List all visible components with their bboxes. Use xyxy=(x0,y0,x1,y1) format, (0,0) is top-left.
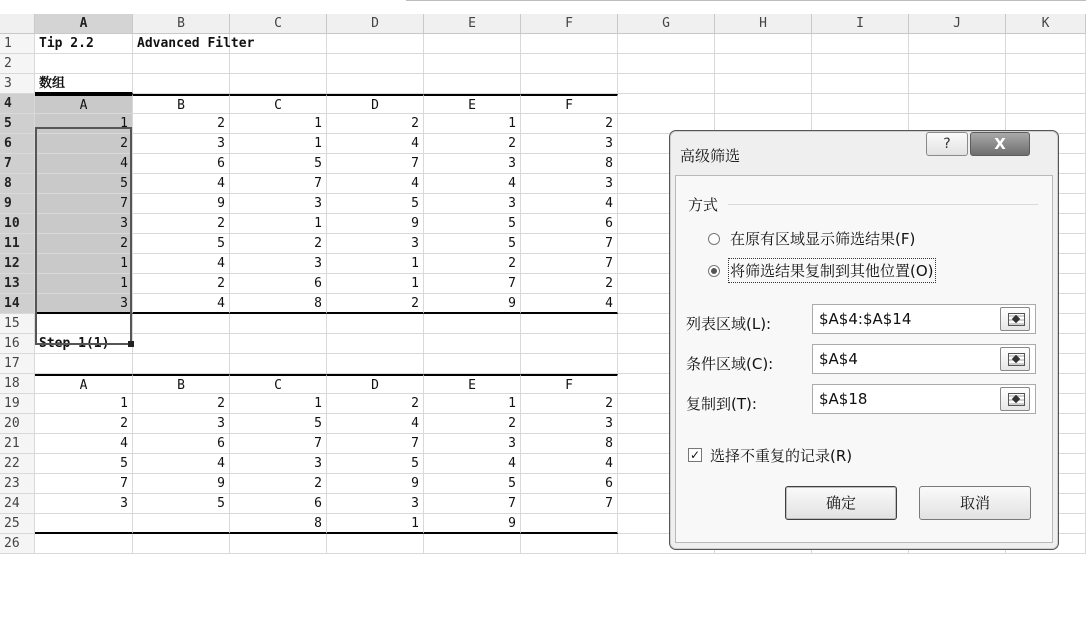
column-header-f[interactable]: F xyxy=(521,14,618,34)
cell[interactable]: 4 xyxy=(521,294,618,314)
cell[interactable] xyxy=(230,74,327,94)
cell[interactable]: 5 xyxy=(35,454,133,474)
cell[interactable] xyxy=(521,314,618,334)
cell[interactable]: F xyxy=(521,94,618,114)
cell[interactable]: E xyxy=(424,94,521,114)
list-range-input[interactable]: $A$4:$A$14 xyxy=(812,304,1036,334)
cell[interactable] xyxy=(618,54,715,74)
cell[interactable]: 4 xyxy=(521,454,618,474)
cell[interactable]: 9 xyxy=(327,474,424,494)
cell[interactable]: 1 xyxy=(35,254,133,274)
cell[interactable] xyxy=(909,94,1006,114)
cell[interactable]: C xyxy=(230,374,327,394)
row-header[interactable]: 13 xyxy=(0,274,35,294)
sheet-row xyxy=(0,74,1086,94)
cell[interactable]: 9 xyxy=(424,294,521,314)
cell[interactable]: 9 xyxy=(133,194,230,214)
cell[interactable]: 5 xyxy=(133,234,230,254)
row-header[interactable]: 23 xyxy=(0,474,35,494)
cell[interactable] xyxy=(327,54,424,74)
radio-copy-to-location-label[interactable]: 将筛选结果复制到其他位置(O) xyxy=(730,262,934,280)
dialog-body xyxy=(675,175,1053,543)
criteria-range-label: 条件区域(C): xyxy=(686,355,774,373)
cell[interactable]: 4 xyxy=(133,174,230,194)
row-header[interactable]: 3 xyxy=(0,74,35,94)
cell[interactable]: 3 xyxy=(133,134,230,154)
cell[interactable]: 4 xyxy=(521,194,618,214)
cell[interactable] xyxy=(1006,94,1086,114)
cell[interactable]: 3 xyxy=(521,134,618,154)
cell[interactable]: 9 xyxy=(424,514,521,534)
cell[interactable]: 3 xyxy=(230,454,327,474)
cell[interactable]: 3 xyxy=(327,494,424,514)
column-header-i[interactable]: I xyxy=(812,14,909,34)
dialog-title: 高级筛选 xyxy=(680,147,741,165)
cell[interactable] xyxy=(812,54,909,74)
row-header[interactable]: 25 xyxy=(0,514,35,534)
cell[interactable]: 4 xyxy=(133,454,230,474)
row-header[interactable]: 4 xyxy=(0,94,35,114)
cell[interactable]: 3 xyxy=(521,414,618,434)
cell[interactable]: 2 xyxy=(424,414,521,434)
cell[interactable]: 7 xyxy=(230,174,327,194)
cell[interactable] xyxy=(521,534,618,554)
cell[interactable]: E xyxy=(424,374,521,394)
cell[interactable]: 1 xyxy=(327,254,424,274)
cell[interactable]: 7 xyxy=(521,234,618,254)
row-header[interactable]: 11 xyxy=(0,234,35,254)
radio-filter-in-place-label[interactable]: 在原有区域显示筛选结果(F) xyxy=(730,230,916,248)
cell[interactable]: 3 xyxy=(424,154,521,174)
cell[interactable]: B xyxy=(133,94,230,114)
cell[interactable]: 7 xyxy=(424,494,521,514)
cell[interactable] xyxy=(715,94,812,114)
row-header[interactable]: 17 xyxy=(0,354,35,374)
row-header[interactable]: 5 xyxy=(0,114,35,134)
row-header[interactable]: 14 xyxy=(0,294,35,314)
cell[interactable] xyxy=(1006,34,1086,54)
cell[interactable]: 7 xyxy=(35,474,133,494)
cell[interactable] xyxy=(133,534,230,554)
column-header-c[interactable]: C xyxy=(230,14,327,34)
cell[interactable] xyxy=(812,74,909,94)
cell[interactable]: 2 xyxy=(424,254,521,274)
cell[interactable]: 6 xyxy=(230,274,327,294)
close-button[interactable]: X xyxy=(970,132,1030,156)
row-header[interactable]: 22 xyxy=(0,454,35,474)
cell[interactable] xyxy=(327,74,424,94)
row-header[interactable]: 20 xyxy=(0,414,35,434)
row-header[interactable]: 6 xyxy=(0,134,35,154)
cell[interactable]: 4 xyxy=(327,134,424,154)
cell[interactable]: 5 xyxy=(424,234,521,254)
cell[interactable]: 9 xyxy=(133,474,230,494)
cell[interactable] xyxy=(424,314,521,334)
cell[interactable]: 5 xyxy=(424,214,521,234)
cell[interactable]: 1 xyxy=(35,274,133,294)
cell[interactable]: A xyxy=(35,94,133,114)
row-header[interactable]: 2 xyxy=(0,54,35,74)
cell[interactable] xyxy=(521,334,618,354)
cell[interactable]: 1 xyxy=(230,134,327,154)
cancel-button[interactable]: 取消 xyxy=(919,486,1031,520)
sheet-title[interactable]: Tip 2.2 xyxy=(35,34,133,54)
cell[interactable] xyxy=(133,314,230,334)
unique-records-checkbox[interactable]: ✓ xyxy=(689,448,701,462)
cell[interactable]: 3 xyxy=(230,254,327,274)
cell[interactable]: 2 xyxy=(133,274,230,294)
cell[interactable]: 3 xyxy=(35,294,133,314)
row-header[interactable]: 16 xyxy=(0,334,35,354)
cell[interactable]: 2 xyxy=(35,134,133,154)
cell[interactable]: 1 xyxy=(230,214,327,234)
cell[interactable]: 2 xyxy=(327,394,424,414)
cell[interactable] xyxy=(230,354,327,374)
row-header[interactable]: 9 xyxy=(0,194,35,214)
cell[interactable] xyxy=(1006,54,1086,74)
cell[interactable]: 3 xyxy=(424,434,521,454)
cell[interactable]: 3 xyxy=(35,494,133,514)
row-header[interactable]: 19 xyxy=(0,394,35,414)
cell[interactable]: 3 xyxy=(327,234,424,254)
cell[interactable]: 9 xyxy=(327,214,424,234)
cell[interactable]: A xyxy=(35,374,133,394)
cell[interactable]: 2 xyxy=(133,114,230,134)
cell[interactable]: 4 xyxy=(35,434,133,454)
cell[interactable] xyxy=(909,74,1006,94)
cell[interactable]: 3 xyxy=(230,194,327,214)
cell[interactable] xyxy=(327,314,424,334)
collapse-dialog-icon[interactable] xyxy=(1000,387,1030,411)
cell[interactable] xyxy=(230,314,327,334)
cell[interactable]: 5 xyxy=(133,494,230,514)
column-header-k[interactable]: K xyxy=(1006,14,1086,34)
cell[interactable]: B xyxy=(133,374,230,394)
cell[interactable] xyxy=(230,54,327,74)
radio-copy-to-location[interactable] xyxy=(708,265,720,277)
cell[interactable]: 2 xyxy=(35,414,133,434)
cell[interactable]: 6 xyxy=(133,154,230,174)
column-header-d[interactable]: D xyxy=(327,14,424,34)
cell[interactable]: 5 xyxy=(327,194,424,214)
cell[interactable]: 8 xyxy=(230,294,327,314)
cell[interactable]: 6 xyxy=(521,474,618,494)
cell[interactable] xyxy=(35,354,133,374)
copy-to-label: 复制到(T): xyxy=(686,395,757,413)
cell[interactable]: 2 xyxy=(35,234,133,254)
cell[interactable]: 3 xyxy=(133,414,230,434)
cell[interactable] xyxy=(812,34,909,54)
row-header[interactable]: 18 xyxy=(0,374,35,394)
cell[interactable]: 4 xyxy=(35,154,133,174)
list-range-label: 列表区域(L): xyxy=(686,315,772,333)
sheet-row xyxy=(0,34,1086,54)
cell[interactable]: 1 xyxy=(35,114,133,134)
cell[interactable] xyxy=(133,334,230,354)
criteria-range-input[interactable]: $A$4 xyxy=(812,344,1036,374)
row-header[interactable]: 7 xyxy=(0,154,35,174)
cell[interactable] xyxy=(1006,74,1086,94)
cell[interactable] xyxy=(133,74,230,94)
cell[interactable] xyxy=(327,334,424,354)
collapse-dialog-icon[interactable] xyxy=(1000,347,1030,371)
cell[interactable]: 7 xyxy=(230,434,327,454)
cell[interactable]: 2 xyxy=(327,294,424,314)
column-header-b[interactable]: B xyxy=(133,14,230,34)
cell[interactable]: 8 xyxy=(230,514,327,534)
cell[interactable] xyxy=(424,354,521,374)
column-header-j[interactable]: J xyxy=(909,14,1006,34)
radio-filter-in-place[interactable] xyxy=(708,233,720,245)
column-header-row xyxy=(0,14,1086,34)
row-header[interactable]: 10 xyxy=(0,214,35,234)
cell[interactable]: 6 xyxy=(230,494,327,514)
cell[interactable]: 4 xyxy=(133,254,230,274)
row-header[interactable]: 12 xyxy=(0,254,35,274)
cell[interactable] xyxy=(909,34,1006,54)
cell[interactable]: 7 xyxy=(35,194,133,214)
cell[interactable] xyxy=(424,54,521,74)
cell[interactable] xyxy=(327,354,424,374)
sheet-row xyxy=(0,94,1086,114)
cell[interactable]: 2 xyxy=(521,114,618,134)
step-label[interactable]: Step 1(1) xyxy=(35,334,133,354)
section-label[interactable]: 数组 xyxy=(35,74,133,94)
cell[interactable]: 7 xyxy=(521,254,618,274)
cell[interactable] xyxy=(327,534,424,554)
column-header-g[interactable]: G xyxy=(618,14,715,34)
cell[interactable]: 3 xyxy=(521,174,618,194)
cell[interactable]: 3 xyxy=(424,194,521,214)
copy-to-input[interactable]: $A$18 xyxy=(812,384,1036,414)
cell[interactable]: 1 xyxy=(327,274,424,294)
select-all-corner[interactable] xyxy=(0,14,35,34)
cell[interactable]: 1 xyxy=(230,394,327,414)
collapse-dialog-icon[interactable] xyxy=(1000,307,1030,331)
cell[interactable]: 1 xyxy=(230,114,327,134)
cell[interactable]: 7 xyxy=(424,274,521,294)
cell[interactable]: D xyxy=(327,94,424,114)
cell[interactable] xyxy=(133,54,230,74)
cell[interactable]: 5 xyxy=(230,154,327,174)
mode-group-label: 方式 xyxy=(688,196,719,214)
cell[interactable] xyxy=(715,54,812,74)
cell[interactable]: 2 xyxy=(133,394,230,414)
row-header[interactable]: 24 xyxy=(0,494,35,514)
cell[interactable] xyxy=(230,334,327,354)
cell[interactable] xyxy=(521,74,618,94)
cell[interactable]: 2 xyxy=(327,114,424,134)
cell[interactable]: 8 xyxy=(521,434,618,454)
cell[interactable]: 8 xyxy=(521,154,618,174)
cell[interactable] xyxy=(521,514,618,534)
window-edge xyxy=(406,0,1086,1)
column-header-a[interactable]: A xyxy=(35,14,133,34)
cell[interactable]: 4 xyxy=(424,454,521,474)
cell[interactable] xyxy=(424,534,521,554)
cell[interactable] xyxy=(618,74,715,94)
ok-button[interactable]: 确定 xyxy=(785,486,897,520)
cell[interactable] xyxy=(424,74,521,94)
cell[interactable] xyxy=(715,34,812,54)
cell[interactable]: C xyxy=(230,94,327,114)
cell[interactable]: 2 xyxy=(424,134,521,154)
cell[interactable] xyxy=(230,534,327,554)
cell[interactable] xyxy=(521,354,618,374)
cell[interactable]: 1 xyxy=(424,394,521,414)
cell[interactable]: 1 xyxy=(35,394,133,414)
cell[interactable]: 2 xyxy=(133,214,230,234)
cell[interactable]: 5 xyxy=(35,174,133,194)
cell[interactable]: 6 xyxy=(133,434,230,454)
sheet-row xyxy=(0,54,1086,74)
cell[interactable] xyxy=(35,54,133,74)
cell[interactable] xyxy=(521,54,618,74)
row-header[interactable]: 8 xyxy=(0,174,35,194)
cell[interactable] xyxy=(812,94,909,114)
sheet-subtitle[interactable]: Advanced Filter xyxy=(133,34,230,54)
cell[interactable]: 1 xyxy=(424,114,521,134)
column-header-e[interactable]: E xyxy=(424,14,521,34)
cell[interactable] xyxy=(230,34,327,54)
cell[interactable]: 4 xyxy=(327,174,424,194)
fill-handle[interactable] xyxy=(128,341,134,347)
cell[interactable]: 1 xyxy=(327,514,424,534)
cell[interactable] xyxy=(133,354,230,374)
row-header[interactable]: 26 xyxy=(0,534,35,554)
cell[interactable] xyxy=(35,514,133,534)
cell[interactable] xyxy=(909,54,1006,74)
cell[interactable]: 4 xyxy=(133,294,230,314)
cell[interactable]: 6 xyxy=(521,214,618,234)
cell[interactable]: 5 xyxy=(327,454,424,474)
cell[interactable]: 4 xyxy=(327,414,424,434)
cell[interactable] xyxy=(618,94,715,114)
cell[interactable]: 7 xyxy=(327,154,424,174)
cell[interactable]: 7 xyxy=(327,434,424,454)
column-header-h[interactable]: H xyxy=(715,14,812,34)
cell[interactable]: D xyxy=(327,374,424,394)
row-header[interactable]: 15 xyxy=(0,314,35,334)
cell[interactable] xyxy=(424,34,521,54)
unique-records-label[interactable]: 选择不重复的记录(R) xyxy=(710,447,853,465)
cell[interactable] xyxy=(327,34,424,54)
cell[interactable] xyxy=(35,314,133,334)
cell[interactable]: 7 xyxy=(521,494,618,514)
cell[interactable]: 3 xyxy=(35,214,133,234)
cell[interactable]: 4 xyxy=(424,174,521,194)
help-button[interactable]: ? xyxy=(926,132,968,156)
cell[interactable]: 5 xyxy=(424,474,521,494)
row-header[interactable]: 1 xyxy=(0,34,35,54)
cell[interactable] xyxy=(35,534,133,554)
cell[interactable] xyxy=(424,334,521,354)
cell[interactable]: 2 xyxy=(521,274,618,294)
cell[interactable] xyxy=(133,514,230,534)
cell[interactable]: F xyxy=(521,374,618,394)
cell[interactable] xyxy=(618,34,715,54)
row-header[interactable]: 21 xyxy=(0,434,35,454)
advanced-filter-dialog xyxy=(669,130,1059,550)
cell[interactable]: 2 xyxy=(230,234,327,254)
cell[interactable]: 5 xyxy=(230,414,327,434)
cell[interactable] xyxy=(715,74,812,94)
cell[interactable]: 2 xyxy=(230,474,327,494)
group-divider xyxy=(728,204,1038,205)
cell[interactable] xyxy=(521,34,618,54)
cell[interactable]: 2 xyxy=(521,394,618,414)
